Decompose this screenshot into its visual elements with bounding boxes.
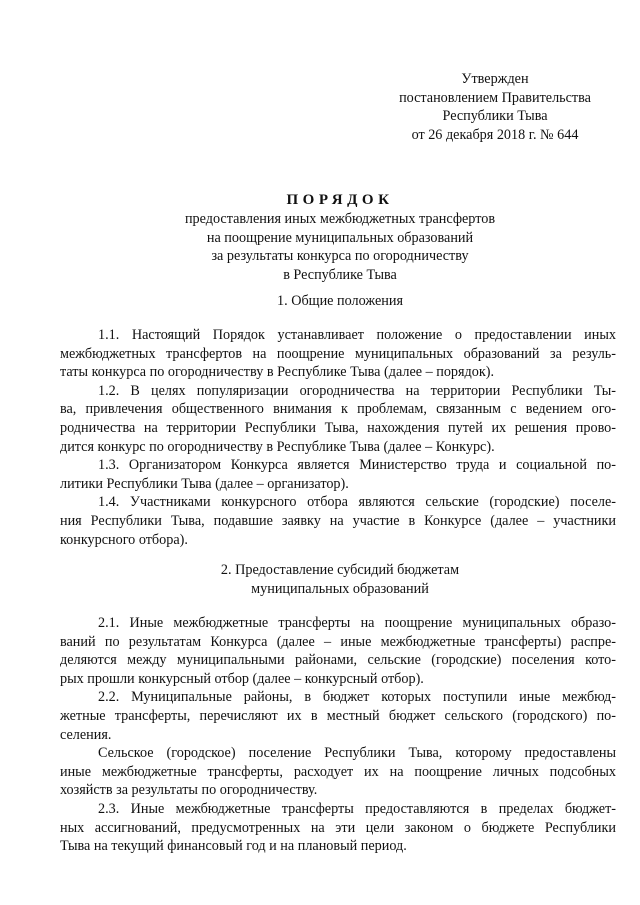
paragraph (60, 382, 616, 456)
paragraph-line: рых прошли конкурсный отбор (далее – конкурсный отбор). (60, 670, 424, 687)
paragraph-line: дится конкурс по огородничеству в Республике Тыва (далее – Конкурс). (60, 438, 495, 455)
section-heading-text: 1. Общие положения (277, 293, 403, 309)
paragraph-line: жетные трансферты, перечисляют их в местный бюджет сельского (городского) по- (60, 707, 616, 724)
section-1-heading (60, 292, 620, 311)
subtitle-line: за результаты конкурса по огородничеству (211, 248, 469, 264)
paragraph-line: конкурсного отбора). (60, 531, 188, 548)
section-heading-text: муниципальных образований (251, 580, 429, 597)
document-subtitle (60, 210, 620, 284)
approval-stamp (380, 70, 610, 144)
paragraph-line: межбюджетных трансфертов на поощрение муниципальных образований за резуль- (60, 345, 616, 362)
paragraph (60, 614, 616, 688)
section-2-body (60, 614, 616, 856)
paragraph-line: деляются между муниципальными районами, сельские (городские) поселения кото- (60, 652, 616, 669)
paragraph-line: ваний по результатам Конкурса (далее – иные межбюджетные трансферты) распре- (60, 633, 616, 650)
approval-line: постановлением Правительства (399, 89, 591, 106)
section-heading-text: 2. Предоставление субсидий бюджетам (220, 562, 460, 578)
subtitle-line: на поощрение муниципальных образований (206, 229, 474, 246)
paragraph-line: литики Республики Тыва (далее – организатор). (60, 475, 349, 492)
paragraph (60, 800, 616, 856)
paragraph-line: ния Республики Тыва, подавшие заявку на участие в Конкурсе (далее – участники (60, 512, 616, 529)
approval-line: Утвержден (461, 71, 529, 87)
paragraph-line: 1.2. В целях популяризации огородничества на территории Республики Ты- (98, 382, 616, 399)
paragraph-line: селения. (60, 726, 112, 743)
paragraph-line: ных ассигнований, предусмотренных на эти цели законом о бюджете Республики (60, 819, 616, 836)
paragraph (60, 744, 616, 800)
paragraph (60, 456, 616, 493)
paragraph (60, 493, 616, 549)
document-title-block (60, 190, 620, 284)
paragraph-line: родничества на территории Республики Тыва, нахождения путей их решения прово- (60, 419, 616, 436)
paragraph-line: таты конкурса по огородничеству в Республике Тыва (далее – порядок). (60, 364, 495, 381)
approval-date: от 26 декабря 2018 г. № 644 (411, 126, 579, 143)
paragraph (60, 688, 616, 744)
paragraph-line: Тыва на текущий финансовый год и на плановый период. (60, 838, 407, 855)
section-1-body (60, 326, 616, 549)
paragraph-line: иные межбюджетные трансферты, расходует их на поощрение личных подсобных (60, 763, 616, 780)
paragraph (60, 326, 616, 382)
paragraph-line: Сельское (городское) поселение Республики Тыва, которому предоставлены (98, 745, 616, 762)
document-title: ПОРЯДОК (286, 192, 394, 208)
paragraph-line: 1.1. Настоящий Порядок устанавливает положение о предоставлении иных (98, 327, 616, 343)
section-2-heading (60, 561, 620, 598)
paragraph-line: 1.4. Участниками конкурсного отбора являются сельские (городские) поселе- (98, 494, 616, 511)
paragraph-line: ва, привлечения общественного внимания к проблемам, связанным с ведением ого- (60, 401, 616, 418)
paragraph-line: 2.1. Иные межбюджетные трансферты на поощрение муниципальных образо- (98, 615, 616, 631)
subtitle-line: в Республике Тыва (283, 266, 397, 283)
paragraph-line: хозяйств за результаты по огородничеству. (60, 782, 318, 799)
paragraph-line: 2.2. Муниципальные районы, в бюджет которых поступили иные межбюд- (98, 689, 616, 706)
paragraph-line: 2.3. Иные межбюджетные трансферты предоставляются в пределах бюджет- (98, 800, 616, 817)
approval-line: Республики Тыва (442, 108, 548, 124)
paragraph-line: 1.3. Организатором Конкурса является Министерство труда и социальной по- (98, 457, 616, 474)
subtitle-line: предоставления иных межбюджетных трансфертов (184, 211, 496, 227)
